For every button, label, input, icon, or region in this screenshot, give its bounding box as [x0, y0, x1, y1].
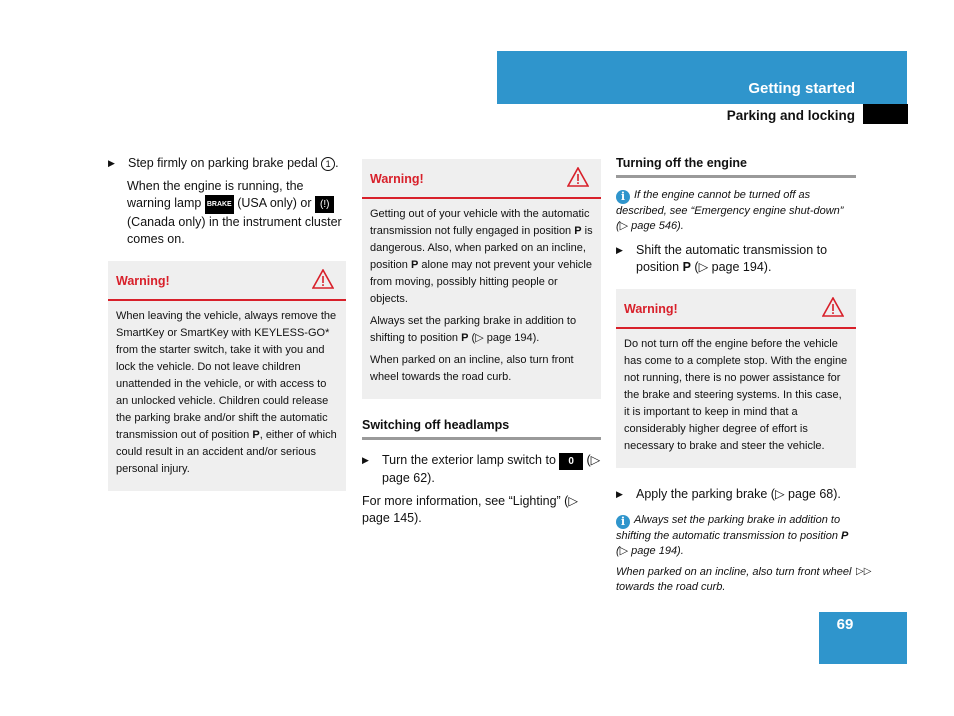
warning-box: [616, 289, 856, 468]
continue-mark: ▷▷: [856, 566, 872, 577]
info-note: i Always set the parking brake in addition to shifting the automatic transmission to position P (▷ page 194).: [616, 514, 849, 557]
column-2: [362, 159, 601, 527]
arrow-icon: ▶: [616, 489, 623, 499]
step-parking-brake: ▶ Step firmly on parking brake pedal 1 .: [108, 156, 339, 170]
warning-lamp-paragraph: When the engine is running, the warning lamp BRAKE (USA only) or (!) (Canada only) in the instrument cluster comes on.: [127, 179, 342, 246]
step-headlamps: ▶ Turn the exterior lamp switch to 0 (▷ page 62).: [362, 453, 601, 485]
lamp-switch-icon: 0: [559, 453, 583, 470]
warning-text: Getting out of your vehicle with the automatic transmission not fully engaged in position P is dangerous. Also, when parked on an incline, position P alone may not prevent your vehicle from moving, possibly hitting people or objects. Always set the parking brake in addition to shifting to position P (▷ page 194). When parked on an incline, also turn front wheel towards the road curb.: [370, 208, 593, 383]
page-number: 69: [836, 616, 854, 633]
warning-label: Warning!: [370, 172, 424, 186]
section-heading: Switching off headlamps: [362, 417, 601, 440]
header-tab: [863, 104, 908, 124]
warning-label: Warning!: [624, 302, 678, 316]
info-icon: i: [616, 190, 630, 204]
parking-brake-lamp-icon: (!): [315, 196, 334, 213]
info-icon: i: [616, 515, 630, 529]
column-3: [616, 155, 856, 595]
step-shift-park: ▶ Shift the automatic transmission to position P (▷ page 194).: [616, 243, 828, 274]
warning-label: Warning!: [116, 274, 170, 288]
section-heading: Turning off the engine: [616, 155, 856, 178]
column-1: [108, 155, 346, 491]
warning-triangle-icon: [822, 297, 844, 317]
warning-box: [362, 159, 601, 399]
info-note: i If the engine cannot be turned off as described, see “Emergency engine shut-down” (▷ page 546).: [616, 189, 844, 232]
arrow-icon: ▶: [362, 455, 369, 465]
arrow-icon: ▶: [108, 158, 115, 168]
info-note-incline: When parked on an incline, also turn front wheel towards the road curb.: [616, 566, 852, 593]
warning-text: Do not turn off the engine before the vehicle has come to a complete stop. With the engine not running, there is no power assistance for the brake and steering systems. In this case, it is important to keep in mind that a considerably higher degree of effort is necessary to brake and steer the vehicle.: [624, 338, 848, 452]
brake-lamp-icon: BRAKE: [205, 195, 234, 214]
step-apply-brake: ▶ Apply the parking brake (▷ page 68).: [616, 487, 841, 501]
warning-triangle-icon: [312, 269, 334, 289]
arrow-icon: ▶: [616, 245, 623, 255]
warning-text: When leaving the vehicle, always remove the SmartKey or SmartKey with KEYLESS-GO* from the starter switch, take it with you and lock the vehicle. Do not leave children unattended in the vehicle, or with access to an unlocked vehicle. Children could release the parking brake and/or shift the automatic transmission out of position P, either of which could result in an accident and/or serious personal injury.: [116, 310, 337, 475]
warning-triangle-icon: [567, 167, 589, 187]
callout-number: 1: [321, 157, 335, 171]
more-info-text: For more information, see “Lighting” (▷ page 145).: [362, 494, 578, 525]
section-subtitle: Parking and locking: [726, 108, 855, 123]
section-title: Getting started: [748, 80, 855, 97]
warning-box: [108, 261, 346, 491]
